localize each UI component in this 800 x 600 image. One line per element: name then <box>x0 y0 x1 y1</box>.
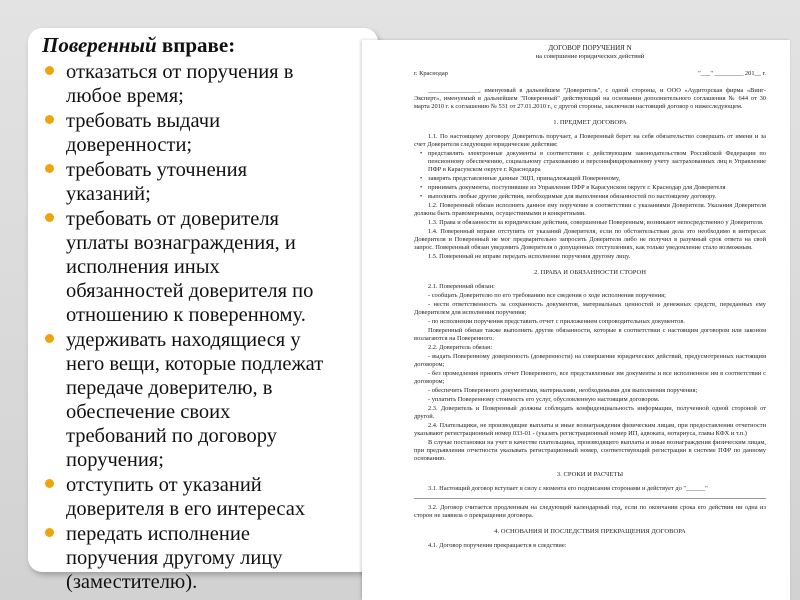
document-paragraph: 2.2. Доверитель обязан: <box>428 344 493 351</box>
document-paragraph: - уплатить Поверенному стоимость его услуг, обусловленную настоящим договором. <box>428 396 660 403</box>
rights-list-item-text: отказаться от поручения в любое время; <box>66 61 294 107</box>
rights-list-item-text: отступить от указаний доверителя в его интересах <box>66 474 306 520</box>
document-paragraph: 2.4. Плательщики, не производящие выплаты и иные вознаграждения физическим лицам, при предоставлении отчетности указывают регистрационный номер 033-01 - (указать регистрационный номер ИП, адвоката, нотариуса, главы КФХ и т.п.) <box>414 422 766 437</box>
bullet-dot-icon <box>45 528 54 537</box>
document-bullet-paragraph: • выполнять любые другие действия, необходимые для выполнения обязанностей по настоящему договору. <box>414 193 766 201</box>
document-paragraph: - обеспечить Поверенного документами, материалами, необходимыми для выполнения поручения; <box>428 387 698 394</box>
document-paragraph: 3.2. Договор считается продленным на следующий календарный год, если по окончании срока его действия ни одна из сторон не заявила о прекращении договора. <box>414 504 766 519</box>
document-paragraph: ________________, именуемый в дальнейшем "Доверитель", с одной стороны, и ООО «Аудиторская фирма «Винг-Эксперт», именуемый в дальнейшем "Поверенный" действующий на основании дополнительного соглашения № 644 от 30 марта 2010 г. к соглашению № 531 от 27.01.2010 г., с другой стороны, заключили настоящий договор о нижеследующем. <box>414 87 766 110</box>
rights-list-item <box>38 109 378 157</box>
bullet-dot-icon <box>45 334 54 343</box>
rights-list-item-text: требовать уточнения указаний; <box>66 159 248 205</box>
document-bullet-paragraph: • принимать документы, поступившие из Управления ПФР в Карасунском округе г. Краснодар для Доверителя <box>414 184 766 192</box>
document-paragraph: - без промедления принять отчет Поверенного, все представленные им документы и все исполненное им в соответствии с договором; <box>414 370 766 385</box>
document-section-heading: 1. ПРЕДМЕТ ДОГОВОРА <box>553 119 627 126</box>
document-city: г. Краснодар <box>414 70 448 77</box>
document-title: ДОГОВОР ПОРУЧЕНИЯ N <box>548 44 632 52</box>
document-paragraph: 2.1. Поверенный обязан: <box>428 283 495 290</box>
rights-list-item-text: передать исполнение поручения другому лицу (заместителю). <box>66 523 283 593</box>
bullet-dot-icon <box>45 164 54 173</box>
contract-document-body <box>414 44 766 551</box>
document-paragraph: 1.1. По настоящему договору Доверитель поручает, а Поверенный берет на себя обязательство совершать от имени и за счет Доверителя следующие юридические действия: <box>414 133 766 148</box>
document-paragraph: - выдать Поверенному доверенность (доверенности) на совершение юридических действий, предусмотренных настоящим договором; <box>414 353 766 368</box>
document-paragraph: 1.5. Поверенный не вправе передать исполнение поручения другому лицу. <box>428 253 631 260</box>
bullet-dot-icon <box>45 213 54 222</box>
rights-list-item <box>38 60 378 108</box>
heading-rest: вправе: <box>156 33 236 57</box>
document-subtitle: на совершение юридических действий <box>535 53 645 60</box>
document-paragraph: - нести ответственность за сохранность документов, материальных ценностей и денежных средств, переданных ему Доверителем для исполнения поручения; <box>414 301 766 316</box>
rights-list-item <box>38 522 378 594</box>
document-paragraph: - сообщать Доверителю по его требованию все сведения о ходе исполнения поручения; <box>428 292 666 299</box>
document-paragraph: 2.3. Доверитель и Поверенный должны соблюдать конфиденциальность информации, полученной одной стороной от другой. <box>414 405 766 420</box>
document-section-heading: 2. ПРАВА И ОБЯЗАННОСТИ СТОРОН <box>533 269 647 276</box>
document-section-heading: 3. СРОКИ И РАСЧЕТЫ <box>556 471 624 478</box>
bullet-dot-icon <box>45 479 54 488</box>
document-paragraph: 1.3. Права и обязанности за юридические действия, совершенные Поверенным, возникают непосредственно у Доверителя. <box>428 219 764 226</box>
document-blocks <box>414 87 766 550</box>
document-paragraph: Поверенный обязан также выполнять другие обязанности, которые в соответствии с настоящим договором или законом возлагаются на Поверенного. <box>414 327 766 342</box>
heading-emphasis: Поверенный <box>42 33 157 57</box>
document-place-date-row <box>414 70 766 78</box>
rights-panel <box>28 28 378 593</box>
document-fill-line <box>414 498 766 499</box>
rights-list-item <box>38 207 378 327</box>
contract-document-page <box>362 40 790 600</box>
document-date: "___" _________ 201__ г. <box>698 70 766 77</box>
document-paragraph: 4.1. Договор поручения прекращается в следствие: <box>428 542 567 549</box>
document-paragraph: 1.2. Поверенный обязан исполнить данное ему поручение в соответствии с указаниями Доверителя. Указания Доверителя должны быть правомерными, осуществимыми и конкретными. <box>414 202 766 217</box>
document-paragraph: В случае постановки на учет в качестве плательщика, производящего выплаты и иные вознаграждения физическим лицам, при предъявлении отчетности указывать регистрационный номер, соответствующий регистрации в системе ПФР по данному основанию. <box>414 439 766 462</box>
document-bullet-paragraph: • заверять представленные данные ЭЦП, принадлежащей Поверенному, <box>414 175 766 183</box>
document-section-heading: 4. ОСНОВАНИЯ И ПОСЛЕДСТВИЯ ПРЕКРАЩЕНИЯ ДОГОВОРА <box>494 528 686 535</box>
bullet-dot-icon <box>45 115 54 124</box>
rights-list-item-text: требовать от доверителя уплаты вознаграждения, и исполнения иных обязанностей доверителя по отношению к поверенному. <box>66 208 314 326</box>
panel-heading <box>42 32 235 58</box>
rights-list <box>38 60 378 595</box>
document-paragraph: - по исполнении поручения представить отчет с приложением сопроводительных документов. <box>428 318 685 325</box>
rights-list-item <box>38 473 378 521</box>
document-paragraph: 3.1. Настоящий договор вступает в силу с момента его подписания сторонами и действует до "______" <box>428 485 708 492</box>
rights-list-item <box>38 328 378 472</box>
rights-list-item-text: удерживать находящиеся у него вещи, которые подлежат передаче доверителю, в обеспечение своих требований по договору поручения; <box>66 329 324 471</box>
rights-list-item <box>38 158 378 206</box>
rights-list-item-text: требовать выдачи доверенности; <box>66 110 221 156</box>
bullet-dot-icon <box>45 66 54 75</box>
document-paragraph: 1.4. Поверенный вправе отступить от указаний Доверителя, если по обстоятельствам дела это необходимо в интересах Доверителя и Поверенный не мог предварительно запросить Доверителя либо не получил в разумный срок ответа на свой запрос. Поверенный обязан уведомить Доверителя о допущенных отступлениях, как только уведомление стало возможным. <box>414 228 766 251</box>
document-bullet-paragraph: • представлять электронные документы в соответствии с действующим законодательством Российской Федерации по пенсионному обеспечению, социальному страхованию и персонифицированному учету застрахованных лиц в Управление ПФР в Карасунском округе г. Краснодара <box>414 150 766 174</box>
